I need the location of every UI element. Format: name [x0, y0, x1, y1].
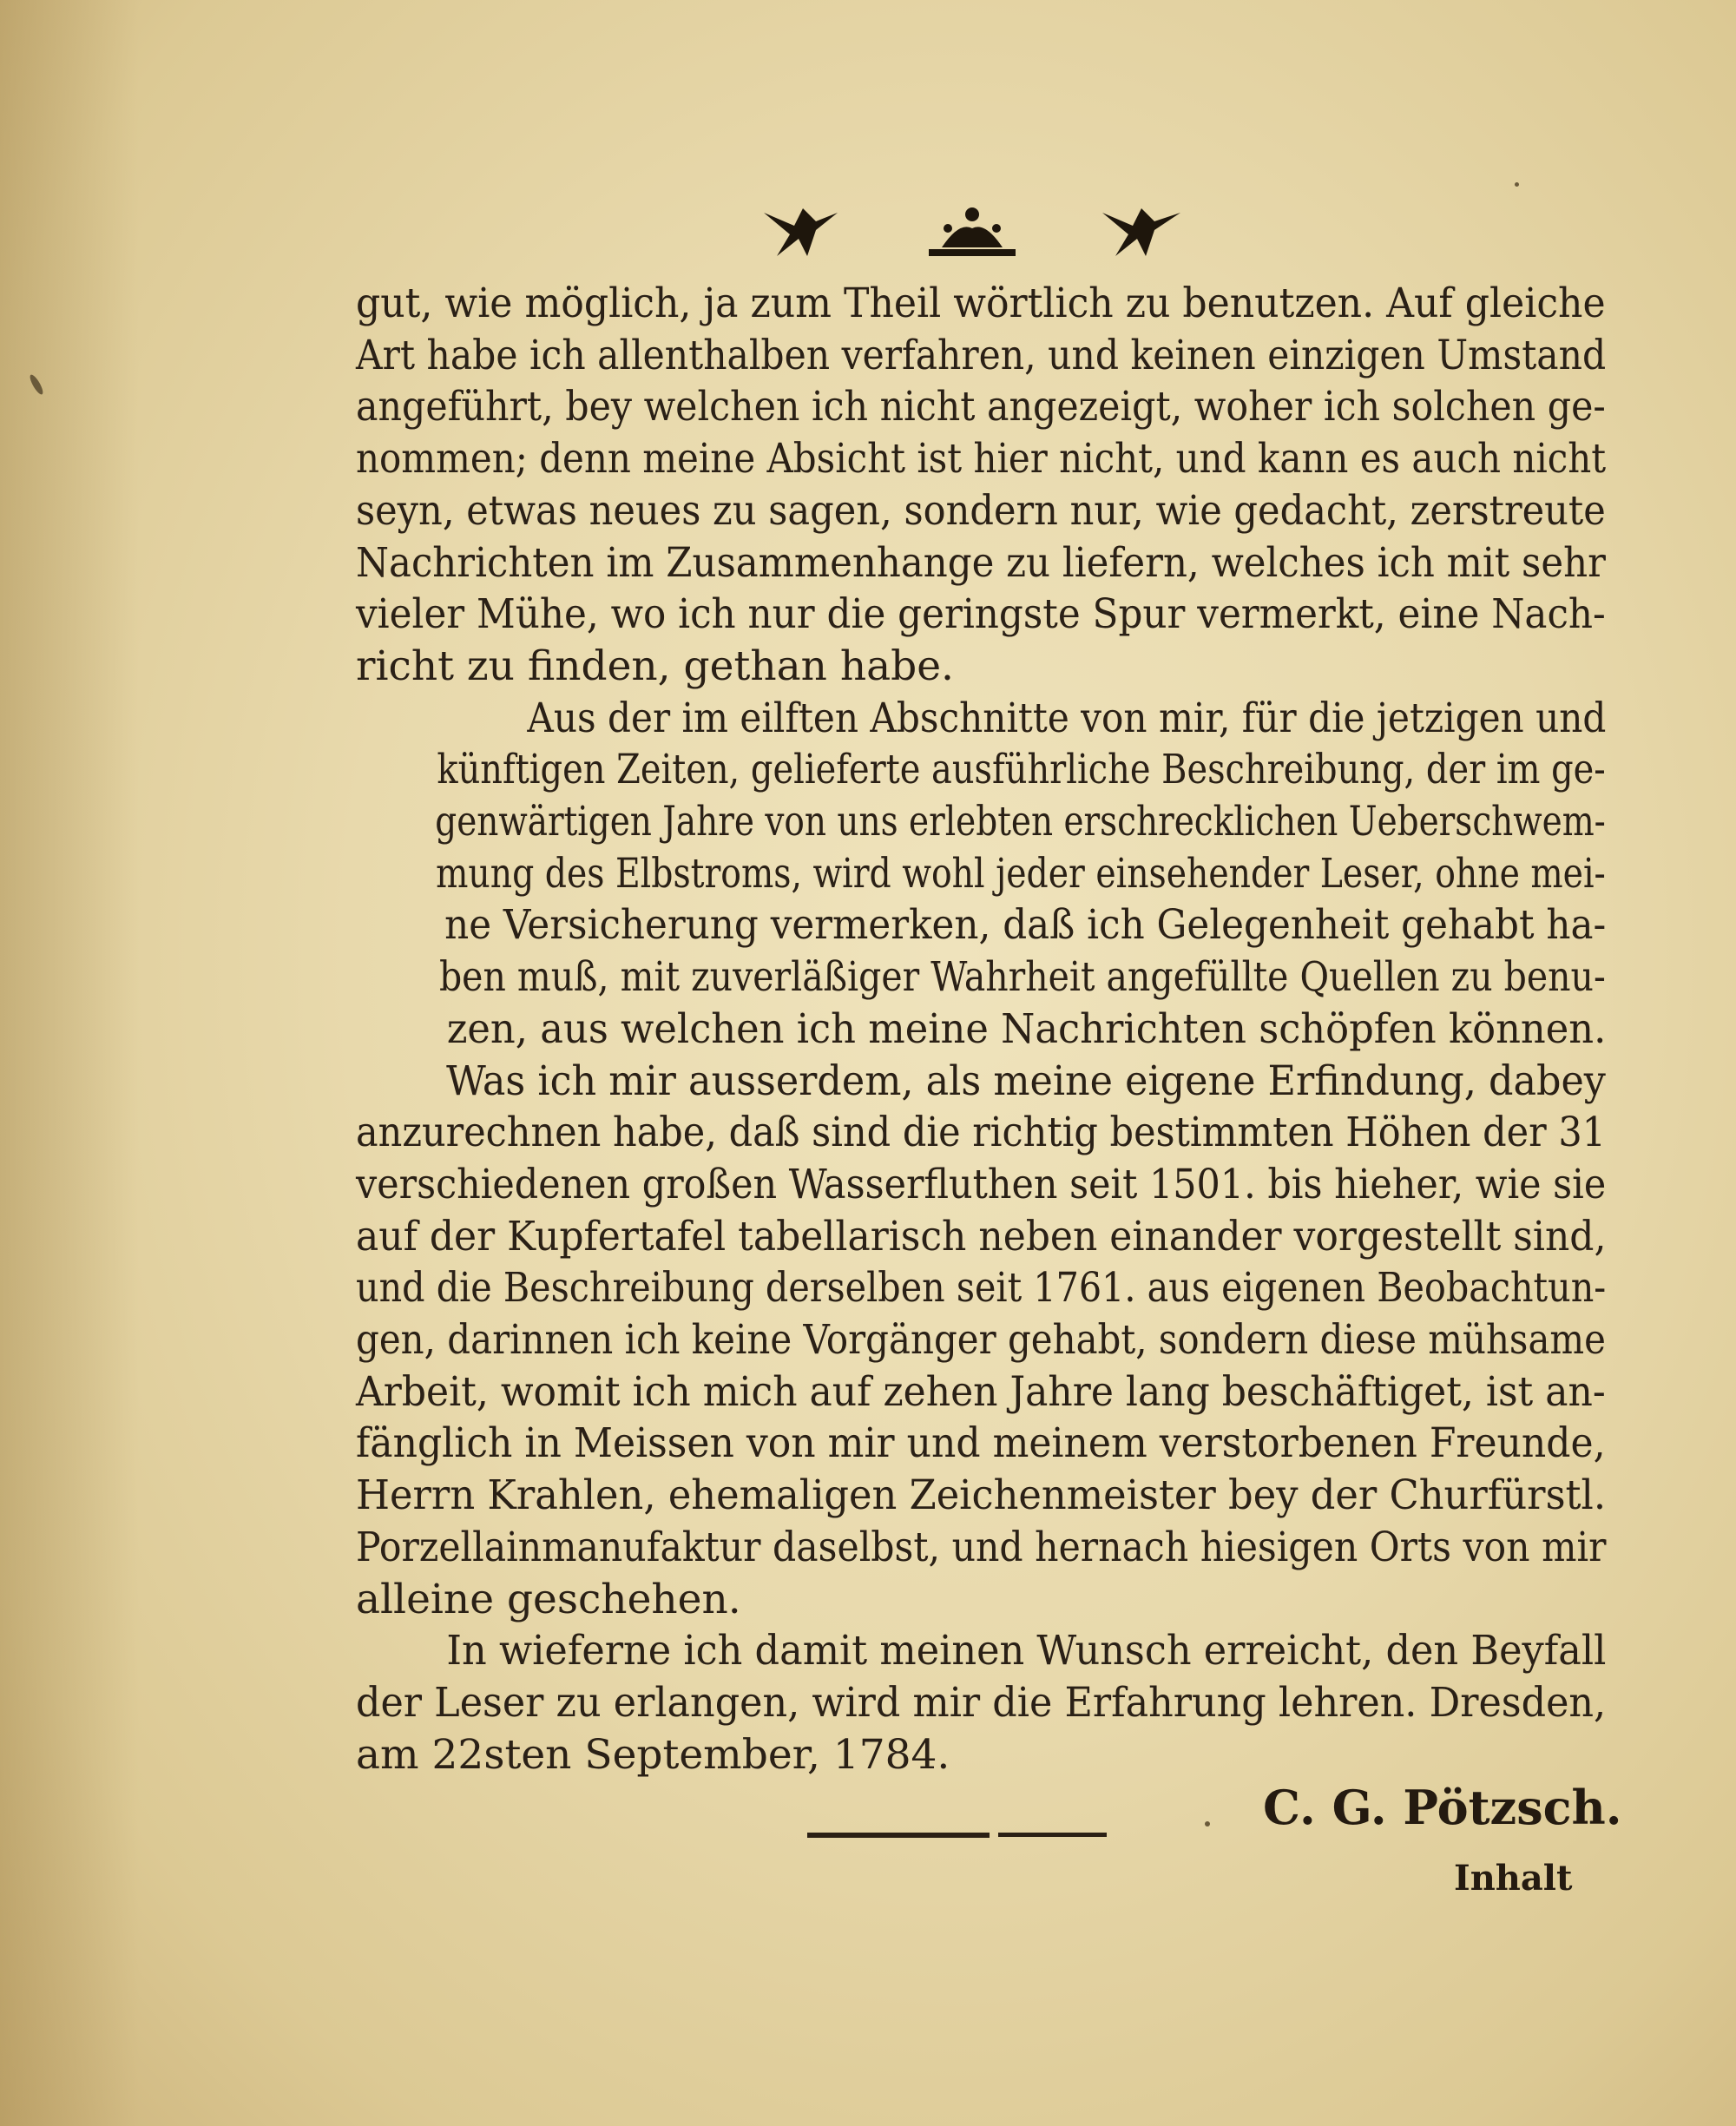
- text-line: Aus der im eilften Abschnitte von mir, für die jetzigen und: [527, 694, 1607, 742]
- text-line: Was ich mir ausserdem, als meine eigene Erfindung, dabey: [446, 1056, 1606, 1105]
- catchword: Inhalt: [1454, 1858, 1573, 1899]
- text-line: vieler Mühe, wo ich nur die geringste Spur vermerkt, eine Nach-: [356, 590, 1606, 639]
- text-line: Art habe ich allenthalben verfahren, und keinen einzigen Umstand: [356, 331, 1607, 379]
- text-line: mung des Elbstroms, wird wohl jeder einsehender Leser, ohne mei-: [436, 849, 1606, 898]
- text-line: ben muß, mit zuverläßiger Wahrheit angefüllte Quellen zu benu-: [438, 953, 1606, 1002]
- paper-mark: [1205, 1821, 1210, 1827]
- author-signature: C. G. Pötzsch.: [1263, 1780, 1622, 1835]
- text-line: Nachrichten im Zusammenhange zu liefern, welches ich mit sehr: [356, 538, 1606, 587]
- text-line: Arbeit, womit ich mich auf zehen Jahre lang beschäftiget, ist an-: [356, 1367, 1606, 1416]
- text-line: ne Versicherung vermerken, daß ich Gelegenheit gehabt ha-: [444, 901, 1607, 950]
- text-line: auf der Kupfertafel tabellarisch neben einander vorgestellt sind,: [356, 1212, 1607, 1260]
- paragraph-1: [356, 278, 1606, 693]
- text-line: genwärtigen Jahre von uns erlebten erschrecklichen Ueberschwem-: [435, 798, 1606, 846]
- text-line: fänglich in Meissen von mir und meinem verstorbenen Freunde,: [356, 1419, 1606, 1468]
- text-line: nommen; denn meine Absicht ist hier nicht, und kann es auch nicht: [356, 435, 1607, 484]
- text-line: alleine geschehen.: [356, 1575, 741, 1623]
- decorative-ornament-header: [755, 195, 1189, 265]
- text-line: am 22sten September, 1784.: [356, 1730, 950, 1779]
- paragraph-4: [356, 1625, 1606, 1780]
- text-line: künftigen Zeiten, gelieferte ausführliche Beschreibung, der im ge-: [437, 746, 1606, 794]
- page-edge-shadow: [0, 0, 139, 2126]
- paragraph-3: [356, 1056, 1606, 1626]
- text-line: zen, aus welchen ich meine Nachrichten schöpfen können.: [446, 1004, 1607, 1053]
- text-line: seyn, etwas neues zu sagen, sondern nur, wie gedacht, zerstreute: [356, 486, 1606, 535]
- body-text: [356, 278, 1606, 1780]
- text-line: gut, wie möglich, ja zum Theil wörtlich zu benutzen. Auf gleiche: [356, 280, 1606, 327]
- text-line: Porzellainmanufaktur daselbst, und hernach hiesigen Orts von mir: [356, 1523, 1607, 1571]
- text-line: verschiedenen großen Wasserfluthen seit 1501. bis hieher, wie sie: [356, 1160, 1607, 1208]
- text-line: und die Beschreibung derselben seit 1761. aus eigenen Beobachtun-: [356, 1264, 1607, 1313]
- text-line: In wieferne ich damit meinen Wunsch erreicht, den Beyfall: [446, 1627, 1607, 1675]
- text-line: Herrn Krahlen, ehemaligen Zeichenmeister bey der Churfürstl.: [356, 1471, 1607, 1520]
- closing-rule: [998, 1833, 1107, 1837]
- text-line: angeführt, bey welchen ich nicht angezeigt, woher ich solchen ge-: [356, 383, 1606, 431]
- paper-mark: [1515, 182, 1519, 187]
- text-line: der Leser zu erlangen, wird mir die Erfahrung lehren. Dresden,: [356, 1678, 1607, 1727]
- closing-rule: [807, 1833, 990, 1838]
- paragraph-2: [356, 693, 1606, 1056]
- text-line: anzurechnen habe, daß sind die richtig bestimmten Höhen der 31: [356, 1109, 1607, 1157]
- text-line: richt zu finden, gethan habe.: [356, 642, 954, 690]
- text-line: gen, darinnen ich keine Vorgänger gehabt, sondern diese mühsame: [356, 1316, 1606, 1365]
